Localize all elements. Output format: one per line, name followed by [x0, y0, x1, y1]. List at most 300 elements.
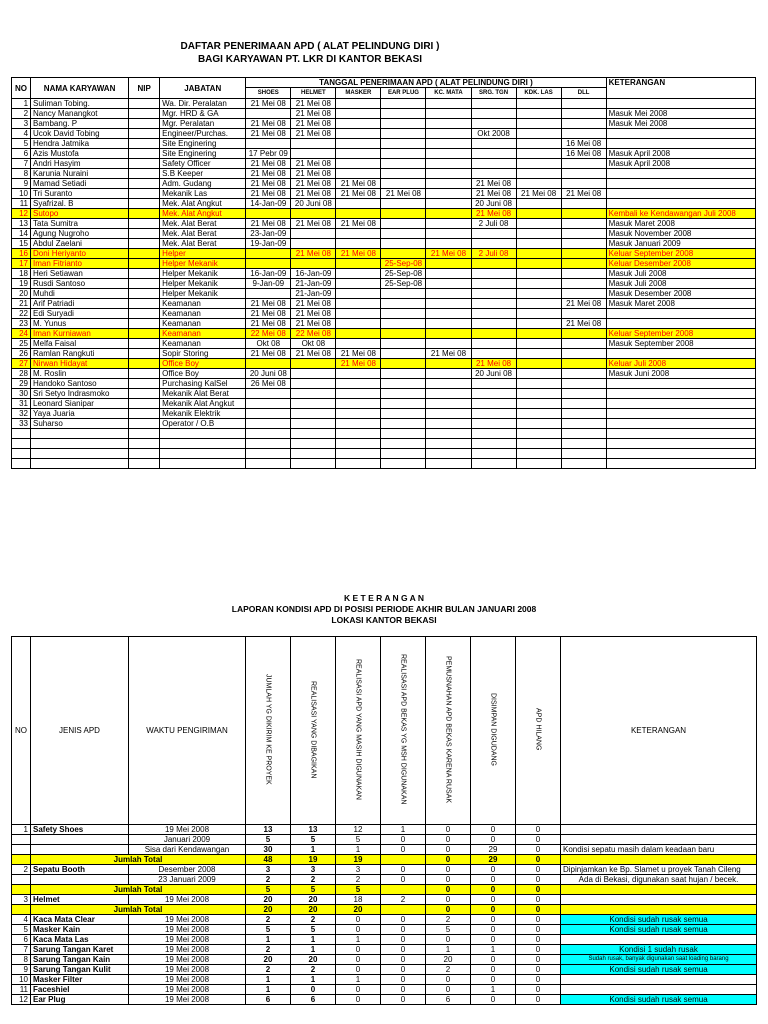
table-cell	[516, 179, 561, 189]
value-cell: 0	[516, 855, 561, 865]
table-cell	[606, 199, 755, 209]
value-cell: 1	[381, 825, 426, 835]
value-cell: 5	[426, 925, 471, 935]
table-cell	[336, 99, 381, 109]
header-keterangan: KETERANGAN	[606, 78, 755, 99]
table-cell: Tri Suranto	[31, 189, 129, 199]
empty-cell	[129, 439, 160, 449]
table-cell: Leonard Sianipar	[31, 399, 129, 409]
table-cell	[336, 299, 381, 309]
table-cell: Masuk Juli 2008	[606, 269, 755, 279]
table-cell: Andri Hasyim	[31, 159, 129, 169]
table-cell	[516, 229, 561, 239]
table-cell	[129, 269, 160, 279]
table-cell	[336, 149, 381, 159]
table-cell: Syafrizal. B	[31, 199, 129, 209]
empty-cell	[160, 439, 246, 449]
remarks: Kondisi sepatu masih dalam keadaan baru	[561, 845, 757, 855]
value-cell: 20	[291, 895, 336, 905]
table-cell: 7	[12, 159, 31, 169]
header2-jumlah-dikirim: JUMLAH YG DIKIRIM KE PROYEK	[246, 637, 291, 825]
table-cell	[129, 419, 160, 429]
table-cell	[471, 279, 516, 289]
table-cell	[381, 349, 426, 359]
empty-cell	[561, 449, 606, 459]
table-cell	[336, 409, 381, 419]
table-cell: 27	[12, 359, 31, 369]
table-cell: Masuk September 2008	[606, 339, 755, 349]
value-cell: 0	[516, 885, 561, 895]
table-cell	[381, 409, 426, 419]
delivery-date: 19 Mei 2008	[129, 925, 246, 935]
table-cell	[336, 339, 381, 349]
value-cell: 0	[426, 895, 471, 905]
table-cell: Heri Setiawan	[31, 269, 129, 279]
delivery-date: Desember 2008	[129, 865, 246, 875]
table-cell: 33	[12, 419, 31, 429]
table-cell: Adm. Gudang	[160, 179, 246, 189]
apd-type: Ear Plug	[31, 995, 129, 1005]
table-cell	[516, 239, 561, 249]
remarks	[561, 825, 757, 835]
table-cell	[426, 309, 471, 319]
value-cell: 0	[471, 975, 516, 985]
document-title: DAFTAR PENERIMAAN APD ( ALAT PELINDUNG DIRI )	[180, 41, 440, 52]
value-cell: 0	[381, 835, 426, 845]
table-cell	[381, 229, 426, 239]
table-cell	[516, 339, 561, 349]
table-cell	[381, 419, 426, 429]
table-cell	[606, 419, 755, 429]
table-cell	[471, 109, 516, 119]
table-cell: Mgr. HRD & GA	[160, 109, 246, 119]
table-cell	[291, 359, 336, 369]
table-cell	[471, 389, 516, 399]
table-cell	[426, 129, 471, 139]
table-row	[12, 169, 756, 179]
empty-cell	[129, 449, 160, 459]
empty-cell	[336, 459, 381, 469]
table-cell: 21 Mei 08	[516, 189, 561, 199]
table-cell: Mekanik Elektrik	[160, 409, 246, 419]
remarks: Ada di Bekasi, digunakan saat hujan / becek.	[561, 875, 757, 885]
value-cell: 5	[246, 835, 291, 845]
table-cell: Iman Kurniawan	[31, 329, 129, 339]
apd-type	[31, 875, 129, 885]
table-cell	[336, 329, 381, 339]
table-cell	[336, 399, 381, 409]
empty-cell	[381, 439, 426, 449]
table-cell	[381, 149, 426, 159]
report-location: LOKASI KANTOR BEKASI	[331, 615, 437, 625]
table-cell: 25-Sep-08	[381, 279, 426, 289]
table-cell: 21 Mei 08	[291, 109, 336, 119]
table-row	[12, 845, 757, 855]
header-jabatan: JABATAN	[160, 78, 246, 99]
table-cell	[471, 259, 516, 269]
table-cell	[129, 189, 160, 199]
table-cell	[606, 379, 755, 389]
apd-type: Helmet	[31, 895, 129, 905]
value-cell: 5	[336, 885, 381, 895]
table-cell: 21 Mei 08	[246, 99, 291, 109]
value-cell: 0	[426, 835, 471, 845]
remarks: Kondisi sudah rusak semua	[561, 925, 757, 935]
value-cell: 0	[471, 955, 516, 965]
table-cell	[336, 139, 381, 149]
empty-cell	[471, 429, 516, 439]
table-cell	[471, 379, 516, 389]
apd-receipt-table	[11, 77, 756, 469]
table-cell	[561, 159, 606, 169]
table-cell: Helper Mekanik	[160, 269, 246, 279]
value-cell: 2	[291, 875, 336, 885]
table-row	[12, 219, 756, 229]
table-cell: 21 Mei 08	[426, 349, 471, 359]
value-cell: 0	[381, 875, 426, 885]
header-nip: NIP	[129, 78, 160, 99]
remarks: Dipinjamkan ke Bp. Slamet u proyek Tanah Cileng	[561, 865, 757, 875]
empty-cell	[291, 449, 336, 459]
table-row	[12, 269, 756, 279]
table-cell: 22	[12, 309, 31, 319]
table-cell	[246, 139, 291, 149]
table-cell: Ucok David Tobing	[31, 129, 129, 139]
table-row	[12, 139, 756, 149]
table-cell	[336, 369, 381, 379]
table-cell: Mek. Alat Berat	[160, 219, 246, 229]
table-cell: 16-Jan-09	[246, 269, 291, 279]
table-cell	[336, 289, 381, 299]
table-cell: 2	[12, 109, 31, 119]
table-cell: Sopir Storing	[160, 349, 246, 359]
table-cell: Mekanik Alat Angkut	[160, 399, 246, 409]
table-cell	[129, 149, 160, 159]
apd-type	[31, 845, 129, 855]
table-cell	[336, 379, 381, 389]
table-row	[12, 369, 756, 379]
table-cell: 21 Mei 08	[426, 249, 471, 259]
table-cell: 21 Mei 08	[291, 189, 336, 199]
table-cell: Masuk Maret 2008	[606, 299, 755, 309]
table-row	[12, 109, 756, 119]
row-number: 4	[12, 915, 31, 925]
table-cell	[129, 169, 160, 179]
table-cell: 29	[12, 379, 31, 389]
table-cell	[129, 399, 160, 409]
table-cell: Masuk Januari 2009	[606, 239, 755, 249]
table-cell	[516, 329, 561, 339]
table-cell	[426, 289, 471, 299]
table-cell	[336, 419, 381, 429]
row-number: 1	[12, 825, 31, 835]
value-cell	[381, 855, 426, 865]
value-cell: 48	[246, 855, 291, 865]
value-cell: 6	[291, 995, 336, 1005]
value-cell: 0	[426, 935, 471, 945]
table-cell	[516, 409, 561, 419]
table-cell	[246, 289, 291, 299]
table-cell	[291, 379, 336, 389]
table-cell	[336, 389, 381, 399]
table-cell	[471, 99, 516, 109]
apd-type: Sarung Tangan Kain	[31, 955, 129, 965]
table-cell: 21 Mei 08	[381, 189, 426, 199]
table-cell: 21 Mei 08	[336, 359, 381, 369]
value-cell: 0	[426, 855, 471, 865]
empty-cell	[381, 459, 426, 469]
value-cell: 0	[471, 965, 516, 975]
delivery-date: 19 Mei 2008	[129, 985, 246, 995]
value-cell: 0	[381, 995, 426, 1005]
table-cell	[471, 349, 516, 359]
table-cell	[246, 409, 291, 419]
table-cell	[129, 329, 160, 339]
value-cell: 0	[381, 845, 426, 855]
table-cell	[336, 229, 381, 239]
table-cell	[246, 259, 291, 269]
table-row	[12, 239, 756, 249]
table-cell	[471, 399, 516, 409]
value-cell: 5	[291, 885, 336, 895]
table-cell	[129, 129, 160, 139]
empty-cell	[31, 439, 129, 449]
row-number: 7	[12, 945, 31, 955]
table-cell: 22 Mei 08	[246, 329, 291, 339]
empty-cell	[12, 459, 31, 469]
table-cell: 21 Mei 08	[561, 319, 606, 329]
table-cell	[516, 199, 561, 209]
table-cell: 20 Juni 08	[291, 199, 336, 209]
header-no: NO	[12, 78, 31, 99]
table-cell	[516, 319, 561, 329]
value-cell: 6	[426, 995, 471, 1005]
value-cell: 0	[516, 965, 561, 975]
table-cell	[516, 169, 561, 179]
table-cell: 15	[12, 239, 31, 249]
table-cell	[471, 299, 516, 309]
table-cell: 3	[12, 119, 31, 129]
value-cell: 0	[516, 915, 561, 925]
value-cell: 13	[246, 825, 291, 835]
table-cell: 19	[12, 279, 31, 289]
table-cell: 21 Mei 08	[291, 179, 336, 189]
value-cell: 0	[516, 935, 561, 945]
value-cell: 1	[246, 935, 291, 945]
table-cell: Masuk Mei 2008	[606, 119, 755, 129]
value-cell: 5	[336, 835, 381, 845]
value-cell: 5	[246, 885, 291, 895]
table-cell: Mgr. Peralatan	[160, 119, 246, 129]
table-cell	[381, 359, 426, 369]
table-cell	[426, 169, 471, 179]
value-cell: 0	[471, 925, 516, 935]
empty-cell	[246, 429, 291, 439]
table-cell	[561, 199, 606, 209]
delivery-date: 19 Mei 2008	[129, 945, 246, 955]
table-row	[12, 359, 756, 369]
delivery-date: 19 Mei 2008	[129, 825, 246, 835]
value-cell: 1	[471, 945, 516, 955]
table-cell: Helper Mekanik	[160, 259, 246, 269]
value-cell: 2	[381, 895, 426, 905]
row-number: 12	[12, 995, 31, 1005]
table-cell	[516, 309, 561, 319]
apd-type: Kaca Mata Las	[31, 935, 129, 945]
table-cell	[426, 139, 471, 149]
table-cell: Masuk Juni 2008	[606, 369, 755, 379]
table-cell: Masuk Maret 2008	[606, 219, 755, 229]
table-cell: Mek. Alat Berat	[160, 229, 246, 239]
table-cell	[516, 269, 561, 279]
value-cell: 0	[336, 985, 381, 995]
table-cell: 16 Mei 08	[561, 149, 606, 159]
value-cell: 0	[471, 825, 516, 835]
table-cell	[516, 369, 561, 379]
total-label: Jumlah Total	[31, 885, 246, 895]
table-cell	[336, 269, 381, 279]
table-cell	[291, 369, 336, 379]
empty-cell	[160, 449, 246, 459]
value-cell: 0	[381, 925, 426, 935]
table-cell	[381, 329, 426, 339]
table-cell: Masuk April 2008	[606, 159, 755, 169]
value-cell: 2	[246, 945, 291, 955]
table-cell: 26	[12, 349, 31, 359]
table-cell	[129, 359, 160, 369]
empty-cell	[426, 459, 471, 469]
value-cell: 20	[291, 905, 336, 915]
table-cell: Keamanan	[160, 329, 246, 339]
subheader-apd: MASKER	[336, 88, 381, 99]
table-cell	[426, 149, 471, 159]
table-cell	[426, 229, 471, 239]
table-cell	[516, 359, 561, 369]
table-row	[12, 189, 756, 199]
value-cell: 0	[516, 895, 561, 905]
table-row	[12, 835, 757, 845]
table-cell: M. Yunus	[31, 319, 129, 329]
delivery-date: 23 Januari 2009	[129, 875, 246, 885]
header2-hilang: APD HILANG	[516, 637, 561, 825]
value-cell: 0	[426, 985, 471, 995]
table-cell: 20 Juni 08	[471, 369, 516, 379]
table-cell	[129, 239, 160, 249]
subheader-apd: EAR PLUG	[381, 88, 426, 99]
value-cell: 0	[471, 895, 516, 905]
row-number: 10	[12, 975, 31, 985]
table-cell: 21 Mei 08	[471, 359, 516, 369]
table-row	[12, 209, 756, 219]
table-row	[12, 975, 757, 985]
value-cell: 0	[336, 915, 381, 925]
table-cell	[516, 129, 561, 139]
table-cell	[129, 289, 160, 299]
table-cell	[561, 399, 606, 409]
table-cell: Keluar Desember 2008	[606, 259, 755, 269]
value-cell: 1	[246, 985, 291, 995]
table-cell: 16	[12, 249, 31, 259]
table-cell: Engineer/Purchas.	[160, 129, 246, 139]
table-cell	[516, 219, 561, 229]
table-cell	[561, 179, 606, 189]
apd-type: Sarung Tangan Kulit	[31, 965, 129, 975]
table-cell: Karunia Nuraini	[31, 169, 129, 179]
table-row	[12, 945, 757, 955]
table-row	[12, 339, 756, 349]
table-cell	[471, 339, 516, 349]
table-cell: 28	[12, 369, 31, 379]
table-cell	[561, 419, 606, 429]
table-cell: Mek. Alat Berat	[160, 239, 246, 249]
table-cell	[381, 399, 426, 409]
empty-cell	[246, 439, 291, 449]
delivery-date: 19 Mei 2008	[129, 935, 246, 945]
table-cell	[129, 109, 160, 119]
empty-cell	[129, 429, 160, 439]
table-cell: 12	[12, 209, 31, 219]
table-cell: Suharso	[31, 419, 129, 429]
row-number: 9	[12, 965, 31, 975]
table-cell: 21 Mei 08	[246, 319, 291, 329]
table-cell	[336, 159, 381, 169]
table-cell: 21 Mei 08	[246, 159, 291, 169]
table-cell	[291, 139, 336, 149]
empty-cell	[336, 449, 381, 459]
table-cell: Masuk April 2008	[606, 149, 755, 159]
value-cell: 0	[336, 955, 381, 965]
table-cell: 2 Juli 08	[471, 219, 516, 229]
remarks: Kondisi sudah rusak semua	[561, 995, 757, 1005]
table-cell	[561, 379, 606, 389]
table-cell	[471, 169, 516, 179]
value-cell: 0	[516, 835, 561, 845]
table-cell	[381, 99, 426, 109]
table-cell: 21 Mei 08	[291, 309, 336, 319]
table-cell: 1	[12, 99, 31, 109]
table-cell	[516, 379, 561, 389]
table-row	[12, 825, 757, 835]
table-row	[12, 379, 756, 389]
table-cell	[291, 149, 336, 159]
table-cell	[336, 239, 381, 249]
row-number: 6	[12, 935, 31, 945]
table-cell: 10	[12, 189, 31, 199]
header2-waktu: WAKTU PENGIRIMAN	[129, 637, 246, 825]
header2-disimpan: DISIMPAN DIGUDANG	[471, 637, 516, 825]
table-cell: 21 Mei 08	[246, 129, 291, 139]
empty-cell	[561, 429, 606, 439]
table-cell: 21 Mei 08	[336, 249, 381, 259]
empty-cell	[426, 429, 471, 439]
value-cell: 20	[246, 895, 291, 905]
value-cell: 1	[291, 845, 336, 855]
value-cell: 0	[516, 955, 561, 965]
table-cell: Doni Heriyanto	[31, 249, 129, 259]
table-cell: 8	[12, 169, 31, 179]
header2-keterangan: KETERANGAN	[561, 637, 757, 825]
remarks	[561, 835, 757, 845]
table-cell	[561, 209, 606, 219]
value-cell: 0	[426, 875, 471, 885]
empty-cell	[426, 439, 471, 449]
delivery-date: 19 Mei 2008	[129, 895, 246, 905]
header2-no: NO	[12, 637, 31, 825]
value-cell: 1	[291, 945, 336, 955]
empty-cell	[160, 459, 246, 469]
row-number	[12, 835, 31, 845]
table-cell: Abdul Zaelani	[31, 239, 129, 249]
